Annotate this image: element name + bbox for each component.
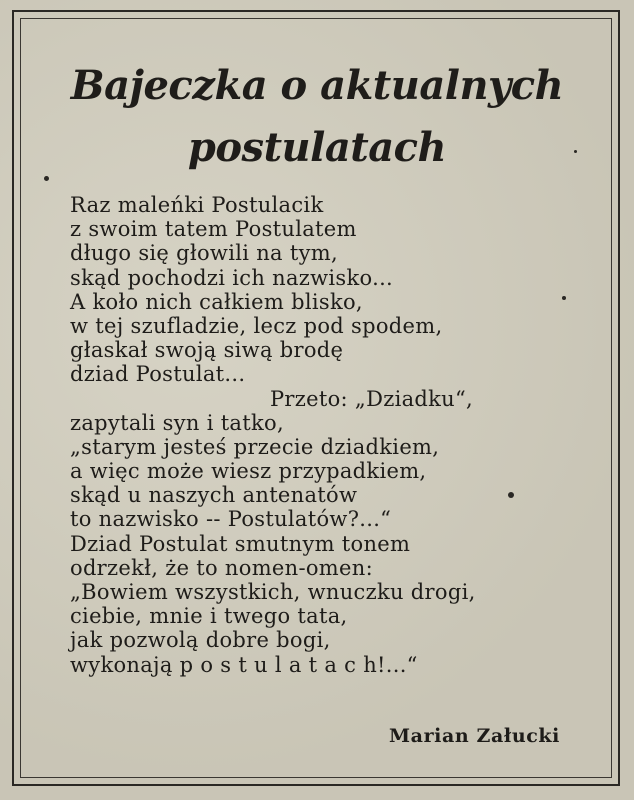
poem-line: ciebie, mnie i twego tata, <box>70 604 348 629</box>
poem-line: to nazwisko -- Postulatów?...“ <box>70 507 392 532</box>
poem-line: w tej szufladzie, lecz pod spodem, <box>70 313 443 338</box>
poem-line: „Bowiem wszystkich, wnuczku drogi, <box>70 580 476 604</box>
poem-line: a więc może wiesz przypadkiem, <box>70 459 427 484</box>
poem-line: dziad Postulat... <box>70 362 246 387</box>
print-speck <box>44 176 49 181</box>
poem-line: Dziad Postulat smutnym tonem <box>70 531 411 556</box>
title-line-2: postulatach <box>187 124 447 171</box>
poem-line: z swoim tatem Postulatem <box>70 217 357 242</box>
poem <box>70 193 476 677</box>
print-speck <box>562 296 566 300</box>
poem-line: Raz maleńki Postulacik <box>70 193 324 217</box>
poem-line: długo się głowili na tym, <box>70 241 338 266</box>
poem-line: odrzekł, że to nomen-omen: <box>70 555 373 580</box>
poem-line: „starym jesteś przecie dziadkiem, <box>70 434 440 459</box>
poem-line: skąd u naszych antenatów <box>70 483 358 508</box>
title-line-1: Bajeczka o aktualnych <box>70 62 564 109</box>
print-speck <box>574 150 577 153</box>
poem-line: Przeto: „Dziadku“, <box>270 386 474 411</box>
poem-line: A koło nich całkiem blisko, <box>70 289 363 314</box>
author-signature: Marian Załucki <box>389 725 560 747</box>
poem-line: głaskał swoją siwą brodę <box>70 338 344 363</box>
poem-line: skąd pochodzi ich nazwisko... <box>70 265 394 290</box>
poem-line: jak pozwolą dobre bogi, <box>70 628 331 653</box>
poem-line: zapytali syn i tatko, <box>70 410 284 435</box>
poem-line: wykonają p o s t u l a t a c h!...“ <box>70 652 418 677</box>
print-speck <box>508 492 514 498</box>
